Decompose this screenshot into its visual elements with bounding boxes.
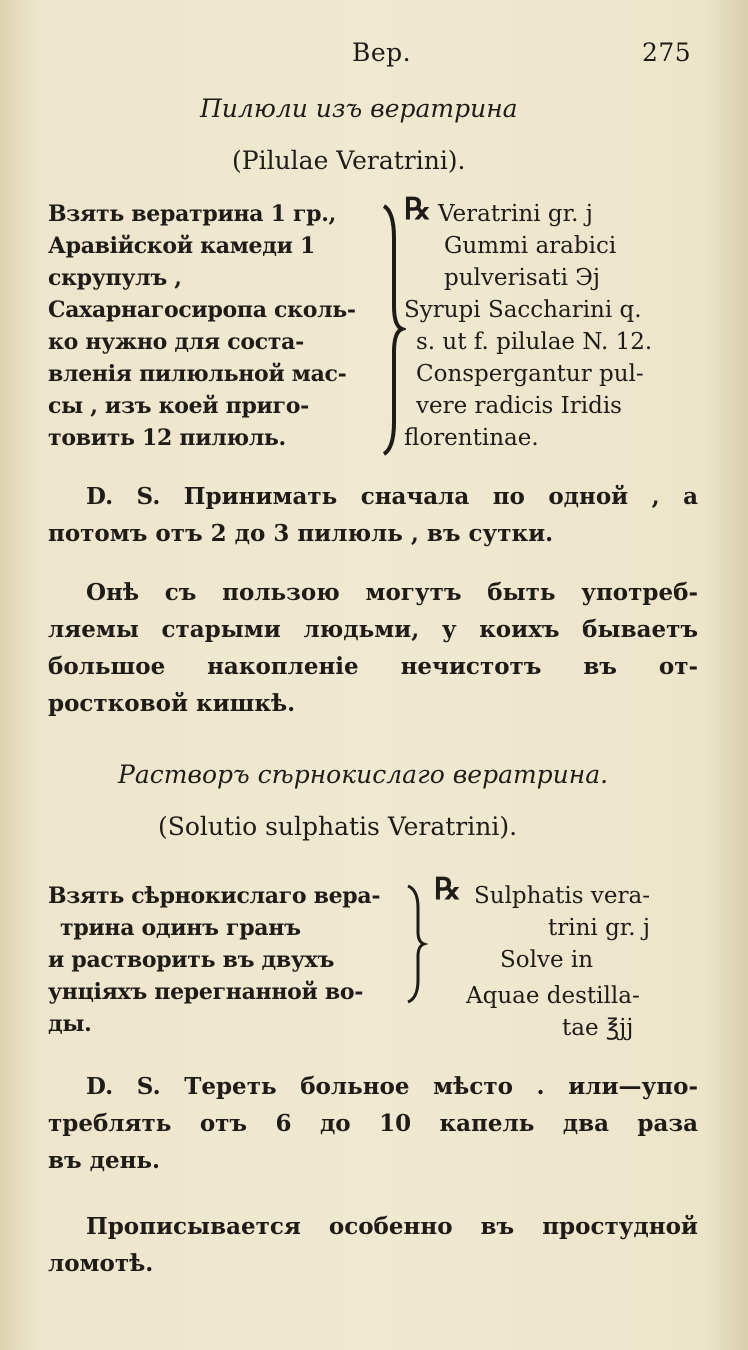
running-head: Вер. [352, 38, 412, 67]
section2-prescription-la-line: trini gr. j [548, 915, 651, 941]
section1-prescription-la-line: vere radicis Iridis [416, 393, 622, 419]
section1-prescription-la-line: Conspergantur pul- [416, 361, 644, 387]
note-line: Прописывается особенно въ простудной [86, 1213, 698, 1240]
section1-prescription-la-line: pulverisati Эj [444, 265, 601, 291]
note-line: большое накопленіе нечистотъ въ от- [48, 653, 698, 680]
prescription-ru-line: ды. [48, 1011, 92, 1037]
section1-title-ru: Пилюли изъ вератрина [200, 94, 518, 123]
prescription-ru-line: ко нужно для соста- [48, 329, 304, 355]
prescription-ru-line: Сахарнагосиропа сколь- [48, 297, 356, 323]
section2-title-ru: Растворъ сѣрнокислаго вератрина. [118, 760, 609, 789]
prescription-ru-line: Взять вератрина 1 гр., [48, 201, 336, 227]
note-line: ростковой кишкѣ. [48, 690, 296, 717]
section2-prescription-la-line: Aquae destilla- [466, 983, 640, 1009]
section1-rx-icon: ℞ [404, 192, 431, 227]
section1-prescription-ru [48, 198, 356, 454]
section1-prescription-la-line: Syrupi Saccharini q. [404, 297, 642, 323]
note-line: ломотѣ. [48, 1250, 154, 1277]
section2-title-la: (Solutio sulphatis Veratrini). [158, 812, 518, 841]
prescription-ru-line: скрупулъ , [48, 265, 182, 291]
prescription-ru-line: Взять сѣрнокислаго вера- [48, 883, 381, 909]
prescription-ru-line: унціяхъ перегнанной во- [48, 979, 364, 1005]
section2-prescription-la-line: Sulphatis vera- [474, 883, 650, 909]
prescription-ru-line: Аравійской камеди 1 [48, 233, 315, 259]
prescription-ru-line: трина одинъ гранъ [60, 915, 301, 941]
section1-prescription-la-line: s. ut f. pilulae N. 12. [416, 329, 653, 355]
section1-title-la: (Pilulae Veratrini). [232, 146, 466, 175]
section2-directions [48, 1068, 698, 1179]
section2-note [48, 1208, 698, 1282]
section2-prescription-la-line: tae ℥jj [562, 1015, 634, 1041]
section2-rx-icon: ℞ [434, 872, 461, 907]
note-line: Онѣ съ пользою могутъ быть употреб- [86, 579, 698, 606]
directions-line: треблять отъ 6 до 10 капель два раза [48, 1110, 698, 1137]
section2-prescription-la-line: Solve in [500, 947, 594, 973]
prescription-ru-line: сы , изъ коей приго- [48, 393, 309, 419]
directions-line: D. S. Принимать сначала по одной , а [86, 483, 698, 510]
directions-line: D. S. Тереть больное мѣсто . или—упо- [86, 1073, 698, 1100]
directions-line: въ день. [48, 1147, 161, 1174]
section1-prescription-la-line: Veratrini gr. j [438, 201, 593, 227]
section1-note [48, 574, 698, 722]
prescription-ru-line: товить 12 пилюль. [48, 425, 286, 451]
section1-directions [48, 478, 698, 552]
section2-prescription-ru [48, 880, 380, 1040]
directions-line: потомъ отъ 2 до 3 пилюль , въ сутки. [48, 520, 554, 547]
section1-prescription-la-line: florentinae. [404, 425, 539, 451]
note-line: ляемы старыми людьми, у коихъ бываетъ [48, 616, 698, 643]
section2-brace-icon [404, 880, 428, 1008]
section1-brace-icon [380, 198, 406, 460]
section1-prescription-la-line: Gummi arabici [444, 233, 617, 259]
prescription-ru-line: вленія пилюльной мас- [48, 361, 347, 387]
prescription-ru-line: и растворить въ двухъ [48, 947, 335, 973]
page-number: 275 [642, 38, 692, 67]
